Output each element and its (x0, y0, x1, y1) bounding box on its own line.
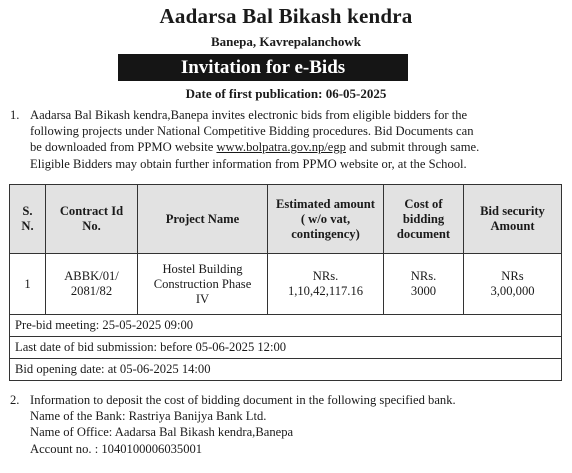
paragraph-text (30, 392, 558, 457)
cell-bid-security: NRs 3,00,000 (464, 254, 562, 315)
organization-location: Banepa, Kavrepalanchowk (210, 34, 361, 49)
header-sn: S. N. (10, 185, 46, 254)
ppmo-website-link[interactable]: www.bolpatra.gov.np/egp (216, 140, 346, 155)
paragraph-bank-info (10, 392, 558, 457)
text-line: following projects under National Competitive Bidding procedures. Bid Documents can (30, 124, 474, 139)
bids-table (9, 184, 562, 381)
text-line (30, 139, 558, 155)
pre-bid-meeting: Pre-bid meeting: 25-05-2025 09:00 (10, 315, 562, 337)
office-name: Name of Office: Aadarsa Bal Bikash kendra,Banepa (30, 425, 294, 440)
table-header-row (10, 185, 562, 254)
header-bid-security: Bid security Amount (464, 185, 562, 254)
text-segment: and submit through same. (349, 140, 480, 155)
table-row (10, 337, 562, 359)
header-project-name: Project Name (138, 185, 268, 254)
organization-name: Aadarsa Bal Bikash kendra (159, 4, 413, 28)
header-contract-id: Contract Id No. (46, 185, 138, 254)
bid-opening-date: Bid opening date: at 05-06-2025 14:00 (10, 359, 562, 381)
bank-name: Name of the Bank: Rastriya Banijya Bank Ltd. (30, 409, 267, 424)
paragraph-invitation (10, 107, 558, 172)
paragraph-text (30, 107, 558, 172)
text-line: Aadarsa Bal Bikash kendra,Banepa invites electronic bids from eligible bidders for the (30, 108, 468, 122)
table-row (10, 359, 562, 381)
text-line: Information to deposit the cost of bidding document in the following specified bank. (30, 393, 456, 407)
table-row (10, 254, 562, 315)
table-row (10, 315, 562, 337)
notice-title-banner: Invitation for e-Bids (118, 54, 408, 81)
header-cost-of-document: Cost of bidding document (384, 185, 464, 254)
paragraph-number: 1. (10, 108, 20, 122)
text-segment: be downloaded from PPMO website (30, 140, 214, 155)
cell-contract-id: ABBK/01/ 2081/82 (46, 254, 138, 315)
cell-project-name: Hostel Building Construction Phase IV (138, 254, 268, 315)
account-number: Account no. : 1040100006035001 (30, 441, 203, 456)
cell-estimated-amount: NRs. 1,10,42,117.16 (268, 254, 384, 315)
paragraph-number: 2. (10, 393, 20, 407)
header-estimated-amount: Estimated amount ( w/o vat, contingency) (268, 185, 384, 254)
text-line: Eligible Bidders may obtain further information from PPMO website or, at the School. (30, 156, 467, 171)
submission-deadline: Last date of bid submission: before 05-06-2025 12:00 (10, 337, 562, 359)
cell-cost-of-document: NRs. 3000 (384, 254, 464, 315)
cell-sn: 1 (10, 254, 46, 315)
publication-date: Date of first publication: 06-05-2025 (185, 86, 387, 101)
